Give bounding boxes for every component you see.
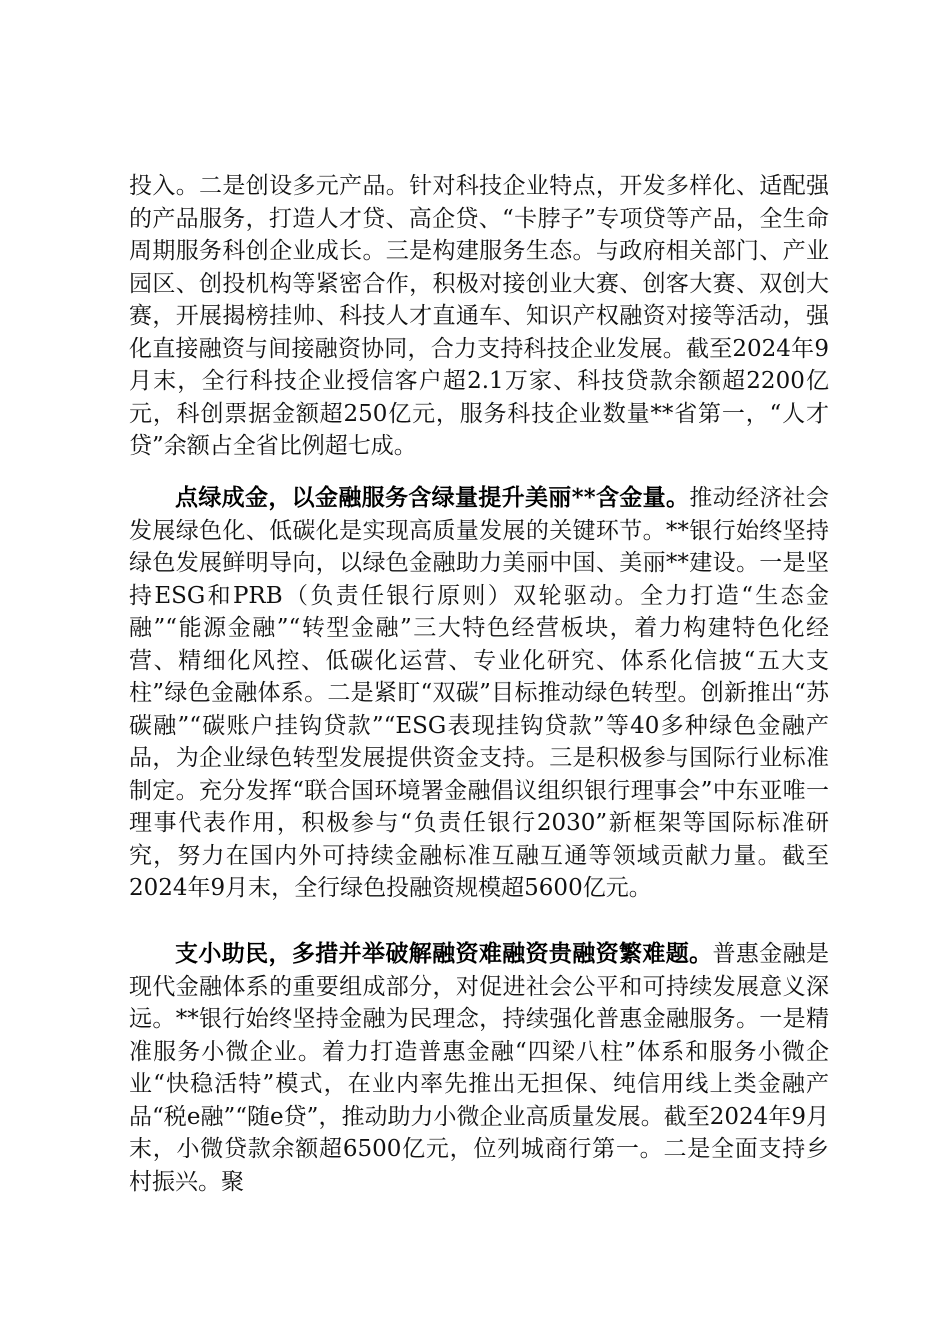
paragraph-body: 投入。二是创设多元产品。针对科技企业特点，开发多样化、适配强的产品服务，打造人才贷、高企贷、“卡脖子”专项贷等产品，全生命周期服务科创企业成长。三是构建服务生态。与政府相关部门、产业园区、创投机构等紧密合作，积极对接创业大赛、创客大赛、双创大赛，开展揭榜挂帅、科技人才直通车、知识产权融资对接等活动，强化直接融资与间接融资协同，合力支持科技企业发展。截至2024年9月末，全行科技企业授信客户超2.1万家、科技贷款余额超2200亿元，科创票据金额超250亿元，服务科技企业数量**省第一，“人才贷”余额占全省比例超七成。	[129, 173, 829, 459]
paragraph-green-finance	[129, 482, 829, 905]
paragraph-body: 推动经济社会发展绿色化、低碳化是实现高质量发展的关键环节。**银行始终坚持绿色发展鲜明导向，以绿色金融助力美丽中国、美丽**建设。一是坚持ESG和PRB（负责任银行原则）双轮驱动。全力打造“生态金融”“能源金融”“转型金融”三大特色经营板块，着力构建特色化经营、精细化风控、低碳化运营、专业化研究、体系化信披“五大支柱”绿色金融体系。二是紧盯“双碳”目标推动绿色转型。创新推出“苏碳融”“碳账户挂钩贷款”“ESG表现挂钩贷款”等40多种绿色金融产品，为企业绿色转型发展提供资金支持。三是积极参与国际行业标准制定。充分发挥“联合国环境署金融倡议组织银行理事会”中东亚唯一理事代表作用，积极参与“负责任银行2030”新框架等国际标准研究，努力在国内外可持续金融标准互融互通等领域贡献力量。截至2024年9月末，全行绿色投融资规模超5600亿元。	[129, 485, 829, 901]
paragraph-heading: 支小助民，多措并举破解融资难融资贵融资繁难题。	[175, 940, 713, 967]
paragraph-heading: 点绿成金，以金融服务含绿量提升美丽**含金量。	[175, 484, 690, 511]
paragraph-inclusive-finance	[129, 938, 829, 1198]
paragraph-body: 普惠金融是现代金融体系的重要组成部分，对促进社会公平和可持续发展意义深远。**银行始终坚持金融为民理念，持续强化普惠金融服务。一是精准服务小微企业。着力打造普惠金融“四梁八柱”体系和服务小微企业“快稳活特”模式，在业内率先推出无担保、纯信用线上类金融产品“税e融”“随e贷”，推动助力小微企业高质量发展。截至2024年9月末，小微贷款余额超6500亿元，位列城商行第一。二是全面支持乡村振兴。聚	[129, 941, 830, 1195]
paragraph-tech-finance	[129, 170, 829, 463]
